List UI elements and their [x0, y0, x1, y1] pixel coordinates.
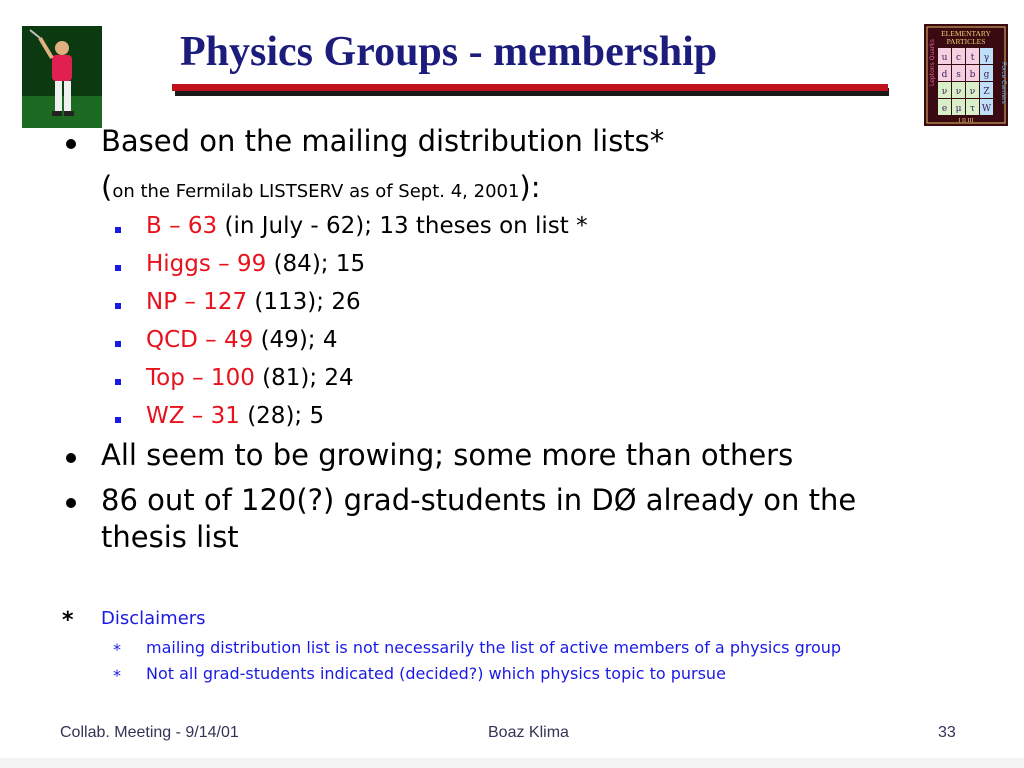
group-item: [146, 213, 588, 239]
bullet-dot: [66, 453, 76, 463]
page-title: Physics Groups - membership: [180, 29, 718, 75]
logo-boson-photon: γ: [983, 53, 990, 63]
logo-boson-gluon: g: [983, 70, 990, 80]
logo-boson-z: Z: [983, 87, 990, 97]
group-detail: (49); 4: [253, 327, 338, 353]
logo-title-line2: PARTICLES: [946, 37, 986, 46]
bullet-mailing-lists: Based on the mailing distribution lists*: [101, 124, 665, 158]
logo-title-line1: ELEMENTARY: [941, 29, 991, 38]
disclaimer-item-star: *: [113, 666, 121, 685]
logo-right-label: Force Carriers: [1000, 62, 1007, 104]
golfer-image: [22, 26, 102, 128]
bullet-grad-students-line2: thesis list: [101, 520, 239, 554]
logo-lepton-nu-mu: ν: [955, 87, 962, 97]
group-item: [146, 327, 337, 353]
group-item: [146, 403, 324, 429]
bullet-dot: [66, 139, 76, 149]
sub-bullet-square: [115, 265, 121, 271]
bullet-listserv-note: [101, 170, 541, 204]
paren-open: (: [101, 170, 113, 204]
logo-quark-u: u: [941, 53, 948, 63]
paren-close: ):: [519, 170, 541, 204]
group-item: [146, 251, 365, 277]
footer-meeting: Collab. Meeting - 9/14/01: [60, 724, 239, 741]
disclaimer-heading: Disclaimers: [101, 608, 206, 629]
sub-bullet-square: [115, 417, 121, 423]
elementary-particles-image: [924, 24, 1008, 126]
bullet-dot: [66, 498, 76, 508]
logo-quark-t: t: [970, 53, 975, 63]
group-name: Higgs – 99: [146, 251, 267, 277]
bullet-growing: All seem to be growing; some more than others: [101, 438, 794, 472]
group-detail: (113); 26: [247, 289, 361, 315]
disclaimer-item: mailing distribution list is not necessarily the list of active members of a physics group: [146, 638, 842, 657]
sub-bullet-square: [115, 341, 121, 347]
title-rule: [172, 84, 888, 91]
group-name: Top – 100: [146, 365, 255, 391]
logo-lepton-tau: τ: [970, 104, 975, 114]
logo-lepton-nu-tau: ν: [969, 87, 976, 97]
group-name: WZ – 31: [146, 403, 240, 429]
logo-lepton-nu-e: ν: [941, 87, 948, 97]
logo-left-label: Leptons Quarks: [929, 39, 936, 86]
page-number: 33: [938, 724, 956, 741]
group-name: B – 63: [146, 213, 218, 239]
logo-quark-s: s: [956, 70, 961, 80]
group-item: [146, 289, 361, 315]
group-detail: (28); 5: [239, 403, 325, 429]
listserv-note-text: on the Fermilab LISTSERV as of Sept. 4, 2001: [112, 181, 520, 202]
sub-bullet-square: [115, 227, 121, 233]
sub-bullet-square: [115, 379, 121, 385]
group-name: NP – 127: [146, 289, 248, 315]
group-item: [146, 365, 354, 391]
group-name: QCD – 49: [146, 327, 254, 353]
logo-quark-d: d: [941, 70, 948, 80]
sub-bullet-square: [115, 303, 121, 309]
logo-quark-c: c: [955, 53, 962, 63]
disclaimer-star: *: [62, 608, 74, 633]
logo-lepton-e: e: [941, 104, 948, 114]
group-detail: (84); 15: [266, 251, 366, 277]
bullet-grad-students-line1: 86 out of 120(?) grad-students in DØ already on the: [101, 483, 857, 517]
logo-lepton-mu: μ: [955, 104, 962, 114]
footer-author: Boaz Klima: [488, 724, 569, 741]
logo-boson-w: W: [981, 104, 992, 114]
disclaimer-item-star: *: [113, 640, 121, 659]
disclaimer-item: Not all grad-students indicated (decided?) which physics topic to pursue: [146, 664, 726, 683]
logo-quark-b: b: [969, 70, 976, 80]
group-detail: (81); 24: [254, 365, 354, 391]
group-detail: (in July - 62); 13 theses on list *: [217, 213, 588, 239]
bottom-strip: [0, 758, 1024, 768]
logo-generations: I II III: [958, 118, 974, 124]
